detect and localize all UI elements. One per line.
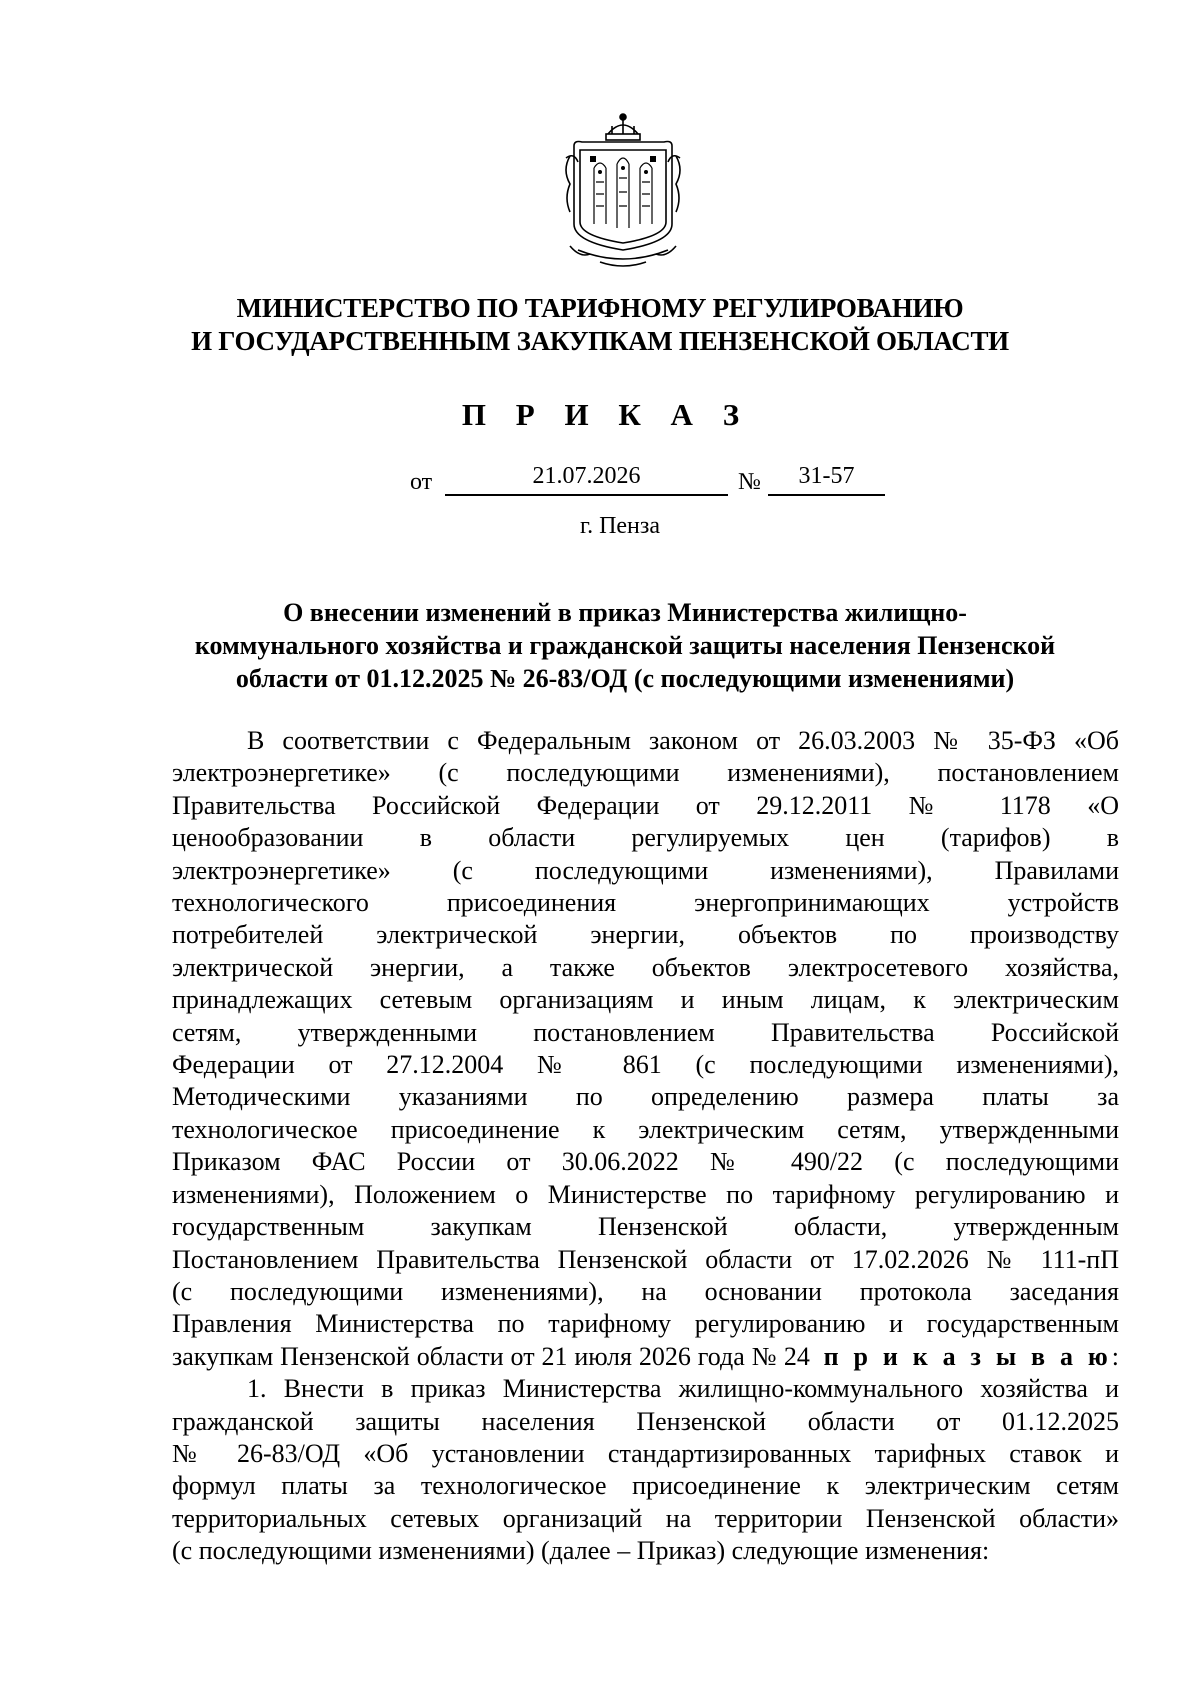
preamble-line: Приказом ФАС России от 30.06.2022 № 490/22 (с последующими <box>172 1147 1119 1177</box>
preamble-line: Правительства Российской Федерации от 29.12.2011 № 1178 «О <box>172 790 1119 820</box>
document-type-title: П Р И К А З <box>461 397 751 432</box>
coat-of-arms-emblem <box>560 112 686 277</box>
preamble-line: Федерации от 27.12.2004 № 861 (с последующими изменениями), <box>172 1050 1119 1080</box>
subject-line-3: области от 01.12.2025 № 26-83/ОД (с последующими изменениями) <box>235 664 1015 693</box>
preamble-line: электроэнергетике» (с последующими изменениями), Правилами <box>172 855 1119 885</box>
item1-line: территориальных сетевых организаций на территории Пензенской области» <box>172 1503 1119 1533</box>
preamble-line-text: закупкам Пензенской области от 21 июля 2026 года № 24 <box>172 1341 810 1371</box>
item1-line: гражданской защиты населения Пензенской области от 01.12.2025 <box>172 1406 1119 1436</box>
document-body <box>172 725 1119 1568</box>
order-date: 21.07.2026 <box>445 462 728 496</box>
preamble-line: (с последующими изменениями), на основании протокола заседания <box>172 1276 1119 1306</box>
item1-line: № 26-83/ОД «Об установлении стандартизированных тарифных ставок и <box>172 1438 1119 1468</box>
preamble-line: сетям, утвержденными постановлением Правительства Российской <box>172 1017 1119 1047</box>
ministry-name <box>140 292 1060 358</box>
order-number: 31-57 <box>768 462 885 496</box>
preamble-line: электроэнергетике» (с последующими изменениями), постановлением <box>172 758 1119 788</box>
preamble-line: технологического присоединения энергопринимающих устройств <box>172 888 1119 918</box>
date-label: от <box>410 469 433 495</box>
city-name: г. Пенза <box>579 513 661 539</box>
preamble-line: принадлежащих сетевым организациям и иным лицам, к электрическим <box>172 985 1119 1015</box>
order-verb: п р и к а з ы в а ю <box>823 1341 1112 1371</box>
item1-line: 1. Внести в приказ Министерства жилищно-коммунального хозяйства и <box>247 1374 1119 1404</box>
preamble-line: технологическое присоединение к электрическим сетям, утвержденными <box>172 1114 1119 1144</box>
item1-line: формул платы за технологическое присоединение к электрическим сетям <box>172 1471 1119 1501</box>
preamble-line: В соответствии с Федеральным законом от 26.03.2003 № 35-ФЗ «Об <box>247 726 1119 755</box>
order-subject-heading <box>150 596 1100 695</box>
preamble-line: потребителей электрической энергии, объектов по производству <box>172 920 1119 950</box>
preamble-line: Правления Министерства по тарифному регулированию и государственным <box>172 1309 1119 1339</box>
number-label: № <box>738 469 761 495</box>
preamble-final-line <box>172 1341 1119 1373</box>
subject-line-1: О внесении изменений в приказ Министерства жилищно- <box>283 598 967 627</box>
order-verb-colon: : <box>1111 1341 1120 1371</box>
item1-line: (с последующими изменениями) (далее – Приказ) следующие изменения: <box>172 1536 990 1566</box>
preamble-line: изменениями), Положением о Министерстве по тарифному регулированию и <box>172 1179 1119 1209</box>
preamble-line: ценообразовании в области регулируемых цен (тарифов) в <box>172 823 1119 853</box>
preamble-line: Методическими указаниями по определению размера платы за <box>172 1082 1119 1112</box>
preamble-line: Постановлением Правительства Пензенской области от 17.02.2026 № 111-пП <box>172 1244 1119 1274</box>
preamble-line: электрической энергии, а также объектов электросетевого хозяйства, <box>172 952 1119 982</box>
subject-line-2: коммунального хозяйства и гражданской защиты населения Пензенской <box>194 631 1056 660</box>
ministry-name-line-1: МИНИСТЕРСТВО ПО ТАРИФНОМУ РЕГУЛИРОВАНИЮ <box>236 293 964 323</box>
preamble-line: государственным закупкам Пензенской области, утвержденным <box>172 1212 1119 1242</box>
ministry-name-line-2: И ГОСУДАРСТВЕННЫМ ЗАКУПКАМ ПЕНЗЕНСКОЙ ОБЛАСТИ <box>191 326 1009 356</box>
